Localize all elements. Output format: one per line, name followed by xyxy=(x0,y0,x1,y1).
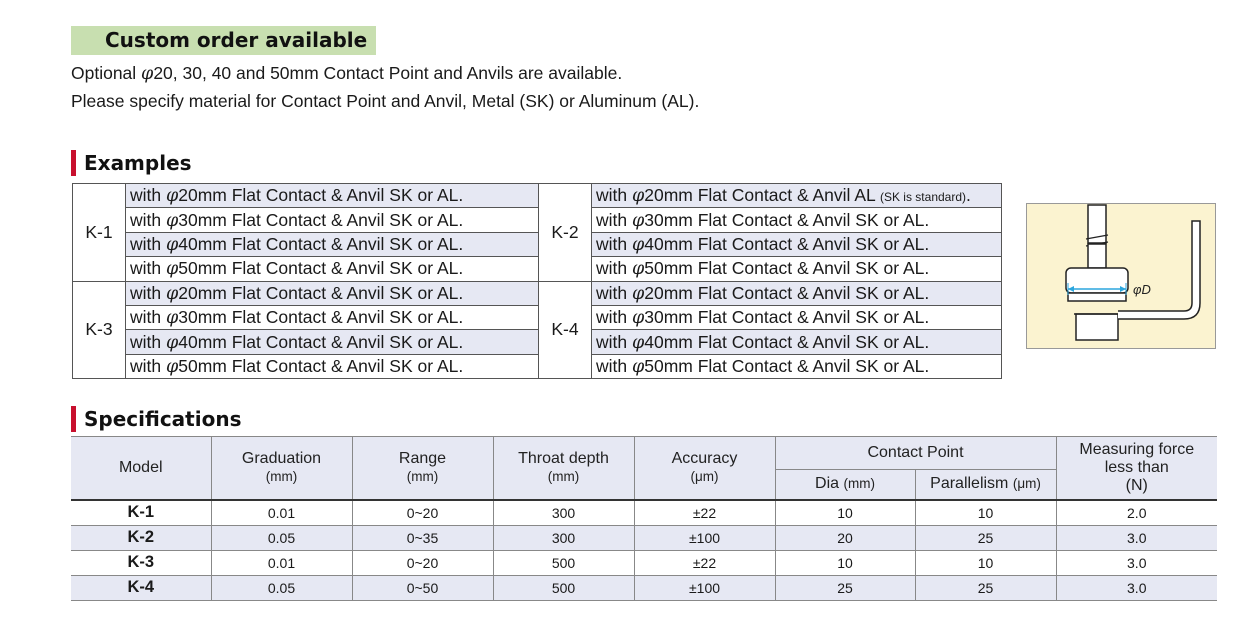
spec-cell-throat: 300 xyxy=(493,500,634,526)
spec-cell-model: K-1 xyxy=(71,500,211,526)
spec-cell-graduation: 0.05 xyxy=(211,525,352,550)
spec-cell-model: K-3 xyxy=(71,550,211,575)
spec-cell-parallelism: 10 xyxy=(915,550,1056,575)
spindle-lower xyxy=(1088,244,1106,268)
k2-note-period: . xyxy=(966,185,971,206)
header-dia-label: Dia xyxy=(815,475,840,493)
example-description-text: 50mm Flat Contact & Anvil SK or AL. xyxy=(644,258,930,279)
spec-cell-throat: 500 xyxy=(493,575,634,600)
spec-cell-range: 0~20 xyxy=(352,550,493,575)
example-description xyxy=(126,330,539,354)
line1-prefix: Optional xyxy=(71,63,142,83)
phi-symbol: φ xyxy=(165,356,179,377)
phi-symbol: φ xyxy=(165,332,179,353)
with-word: with xyxy=(596,331,632,352)
header-dia xyxy=(775,470,915,500)
header-graduation-unit: (mm) xyxy=(265,468,298,484)
examples-table xyxy=(72,183,1002,379)
example-description-text: 20mm Flat Contact & Anvil SK or AL. xyxy=(178,185,464,206)
phi-symbol: φ xyxy=(631,234,645,255)
custom-order-line-2: Please specify material for Contact Point and Anvil, Metal (SK) or Aluminum (AL). xyxy=(71,91,700,111)
specifications-table-body xyxy=(71,500,1217,601)
header-parallelism xyxy=(915,470,1056,500)
phi-symbol: φ xyxy=(631,210,645,231)
with-word: with xyxy=(596,355,632,376)
header-parallelism-label: Parallelism xyxy=(930,475,1009,493)
contact-point-face xyxy=(1068,293,1126,301)
spec-header-row-1 xyxy=(71,437,1217,470)
spec-cell-graduation: 0.05 xyxy=(211,575,352,600)
phi-symbol: φ xyxy=(141,64,154,84)
spec-cell-force: 3.0 xyxy=(1056,550,1217,575)
examples-row xyxy=(73,305,1002,329)
example-description-text: 30mm Flat Contact & Anvil SK or AL. xyxy=(178,307,464,328)
header-dia-unit: (mm) xyxy=(843,476,875,492)
with-word: with xyxy=(130,355,166,376)
example-description-text: 40mm Flat Contact & Anvil SK or AL. xyxy=(644,331,930,352)
example-model-right: K-2 xyxy=(539,184,592,282)
example-description xyxy=(126,281,539,305)
spec-cell-force: 2.0 xyxy=(1056,500,1217,526)
phi-symbol: φ xyxy=(631,308,645,329)
header-parallelism-unit: (μm) xyxy=(1012,476,1041,492)
examples-row xyxy=(73,208,1002,232)
phi-symbol: φ xyxy=(165,259,179,280)
examples-row xyxy=(73,184,1002,208)
with-word: with xyxy=(130,307,166,328)
example-description-text: 40mm Flat Contact & Anvil SK or AL. xyxy=(178,331,464,352)
spec-cell-force: 3.0 xyxy=(1056,575,1217,600)
examples-row xyxy=(73,354,1002,378)
example-model-right: K-4 xyxy=(539,281,592,379)
examples-row xyxy=(73,281,1002,305)
example-description-text: 40mm Flat Contact & Anvil SK or AL. xyxy=(178,233,464,254)
phi-symbol: φ xyxy=(631,259,645,280)
examples-row xyxy=(73,232,1002,256)
examples-table-body xyxy=(73,184,1002,379)
example-description-text: 30mm Flat Contact & Anvil SK or AL. xyxy=(644,209,930,230)
contact-point-diagram xyxy=(1026,203,1216,349)
example-description xyxy=(126,354,539,378)
spec-cell-dia: 20 xyxy=(775,525,915,550)
spec-cell-force: 3.0 xyxy=(1056,525,1217,550)
header-throat-label: Throat depth xyxy=(518,449,609,467)
spec-cell-parallelism: 25 xyxy=(915,525,1056,550)
spec-cell-range: 0~35 xyxy=(352,525,493,550)
example-description-text: 20mm Flat Contact & Anvil AL xyxy=(644,185,876,206)
with-word: with xyxy=(596,209,632,230)
custom-order-description xyxy=(71,60,699,115)
example-description xyxy=(126,232,539,256)
phi-symbol: φ xyxy=(631,356,645,377)
diameter-label: φD xyxy=(1133,282,1151,297)
custom-order-line-1 xyxy=(71,60,699,88)
example-description-text: 50mm Flat Contact & Anvil SK or AL. xyxy=(178,258,464,279)
specifications-title: Specifications xyxy=(71,406,241,432)
with-word: with xyxy=(130,209,166,230)
phi-symbol: φ xyxy=(631,186,645,207)
header-contact-point-label: Contact Point xyxy=(867,444,964,461)
example-description xyxy=(592,184,1002,208)
spec-cell-parallelism: 10 xyxy=(915,500,1056,526)
example-description xyxy=(592,330,1002,354)
header-graduation xyxy=(211,437,352,500)
header-force-unit: (N) xyxy=(1125,476,1148,494)
line1-suffix: 20, 30, 40 and 50mm Contact Point and Anvils are available. xyxy=(153,63,623,83)
examples-row xyxy=(73,257,1002,281)
spec-cell-dia: 10 xyxy=(775,550,915,575)
header-accuracy-label: Accuracy xyxy=(671,449,738,467)
with-word: with xyxy=(596,258,632,279)
spec-cell-model: K-4 xyxy=(71,575,211,600)
k2-standard-note: (SK is standard) xyxy=(879,190,967,205)
header-accuracy xyxy=(634,437,775,500)
example-description xyxy=(126,257,539,281)
phi-symbol: φ xyxy=(165,210,179,231)
spec-cell-graduation: 0.01 xyxy=(211,550,352,575)
example-description xyxy=(126,184,539,208)
header-force-line-1: Measuring force xyxy=(1079,440,1195,458)
custom-order-banner: Custom order available xyxy=(71,26,376,55)
example-description-text: 50mm Flat Contact & Anvil SK or AL. xyxy=(644,355,930,376)
spec-cell-throat: 300 xyxy=(493,525,634,550)
with-word: with xyxy=(130,282,166,303)
with-word: with xyxy=(596,282,632,303)
example-description xyxy=(592,208,1002,232)
spec-row xyxy=(71,550,1217,575)
header-model-label: Model xyxy=(118,458,163,476)
spec-row xyxy=(71,525,1217,550)
header-range-unit: (mm) xyxy=(406,468,439,484)
phi-symbol: φ xyxy=(165,234,179,255)
phi-symbol: φ xyxy=(631,332,645,353)
with-word: with xyxy=(130,258,166,279)
spec-row xyxy=(71,500,1217,526)
example-description-text: 40mm Flat Contact & Anvil SK or AL. xyxy=(644,233,930,254)
phi-symbol: φ xyxy=(165,283,179,304)
spec-cell-range: 0~20 xyxy=(352,500,493,526)
with-word: with xyxy=(596,307,632,328)
spec-row xyxy=(71,575,1217,600)
phi-symbol: φ xyxy=(165,186,179,207)
example-description xyxy=(592,305,1002,329)
spec-cell-dia: 25 xyxy=(775,575,915,600)
header-contact-point xyxy=(775,437,1056,470)
example-description xyxy=(592,232,1002,256)
example-description-text: 20mm Flat Contact & Anvil SK or AL. xyxy=(178,282,464,303)
with-word: with xyxy=(130,233,166,254)
header-range xyxy=(352,437,493,500)
spec-cell-range: 0~50 xyxy=(352,575,493,600)
header-measuring-force xyxy=(1056,437,1217,500)
example-description xyxy=(592,281,1002,305)
specifications-table xyxy=(71,436,1217,601)
spec-cell-accuracy: ±100 xyxy=(634,575,775,600)
header-accuracy-unit: (μm) xyxy=(690,468,719,484)
example-description xyxy=(592,354,1002,378)
phi-symbol: φ xyxy=(631,283,645,304)
example-description xyxy=(126,208,539,232)
with-word: with xyxy=(596,185,632,206)
spec-cell-model: K-2 xyxy=(71,525,211,550)
examples-row xyxy=(73,330,1002,354)
example-description-text: 30mm Flat Contact & Anvil SK or AL. xyxy=(178,209,464,230)
header-force-line-2: less than xyxy=(1104,458,1169,476)
spec-cell-dia: 10 xyxy=(775,500,915,526)
example-description xyxy=(592,257,1002,281)
header-model xyxy=(71,437,211,500)
examples-title: Examples xyxy=(71,150,192,176)
example-description-text: 20mm Flat Contact & Anvil SK or AL. xyxy=(644,282,930,303)
example-description xyxy=(126,305,539,329)
example-description-text: 30mm Flat Contact & Anvil SK or AL. xyxy=(644,307,930,328)
spec-cell-accuracy: ±22 xyxy=(634,500,775,526)
header-graduation-label: Graduation xyxy=(241,449,322,467)
spec-cell-accuracy: ±22 xyxy=(634,550,775,575)
with-word: with xyxy=(596,233,632,254)
example-model-left: K-3 xyxy=(73,281,126,379)
header-range-label: Range xyxy=(398,449,447,467)
spec-cell-graduation: 0.01 xyxy=(211,500,352,526)
spec-cell-throat: 500 xyxy=(493,550,634,575)
anvil xyxy=(1076,314,1118,340)
phi-symbol: φ xyxy=(165,308,179,329)
spec-cell-parallelism: 25 xyxy=(915,575,1056,600)
with-word: with xyxy=(130,185,166,206)
example-description-text: 50mm Flat Contact & Anvil SK or AL. xyxy=(178,355,464,376)
spec-cell-accuracy: ±100 xyxy=(634,525,775,550)
header-throat-unit: (mm) xyxy=(547,468,580,484)
example-model-left: K-1 xyxy=(73,184,126,282)
with-word: with xyxy=(130,331,166,352)
header-throat-depth xyxy=(493,437,634,500)
